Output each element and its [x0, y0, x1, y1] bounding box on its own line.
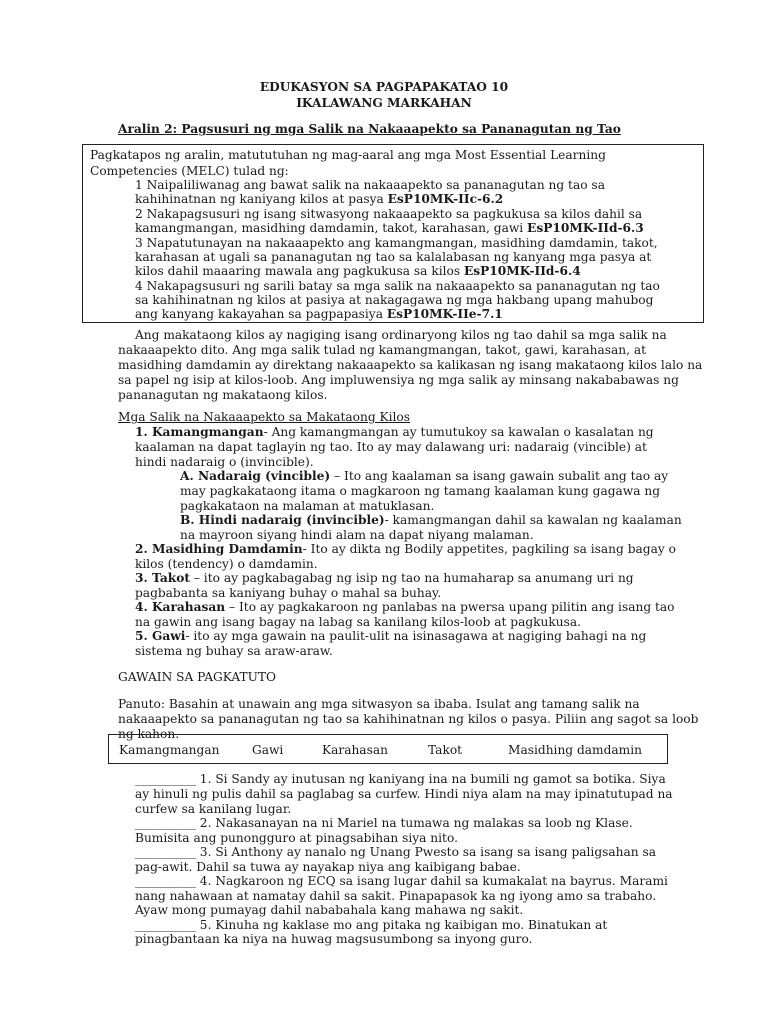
intro-paragraph-line: Ang makataong kilos ay nagiging isang ordinaryong kilos ng tao dahil sa mga salik na — [135, 328, 667, 342]
choices-box — [108, 734, 668, 764]
intro-paragraph-line: pananagutan ng makataong kilos. — [118, 388, 328, 402]
melc-item-2: 2 Nakapagsusuri ng isang sitwasyong nakaaapekto sa pagkukusa sa kilos dahil sa — [135, 207, 643, 221]
instruction-line: Panuto: Basahin at unawain ang mga sitwasyon sa ibaba. Isulat ang tamang salik na — [118, 697, 640, 711]
factor-5: 5. Gawi- ito ay mga gawain na paulit-ulit na isinasagawa at nagiging bahagi na ng — [135, 629, 647, 643]
intro-paragraph-line: nakaaapekto dito. Ang mga salik tulad ng kamangmangan, takot, gawi, karahasan, at — [118, 343, 647, 357]
activity-item-1: curfew sa kanilang lugar. — [135, 802, 292, 816]
melc-code-3: EsP10MK-IId-6.4 — [463, 264, 581, 278]
instruction-line: nakaaapekto sa pananagutan ng tao sa kahihinatnan ng kilos o pasya. Piliin ang sagot sa loob — [118, 712, 699, 726]
melc-item-1: 1 Naipaliliwanag ang bawat salik na nakaaapekto sa pananagutan ng tao sa — [135, 178, 605, 192]
activity-item-4: __________ 4. Nagkaroon ng ECQ sa isang lugar dahil sa kumakalat na bayrus. Marami — [135, 874, 668, 888]
activity-item-2: Bumisita ang punongguro at pinagsabihan siya nito. — [135, 831, 458, 845]
factor-3: 3. Takot – ito ay pagkabagabag ng isip ng tao na humaharap sa anumang uri ng — [135, 571, 634, 585]
melc-item-2: kamangmangan, masidhing damdamin, takot, karahasan, gawi EsP10MK-IId-6.3 — [135, 221, 644, 235]
melc-code-4: EsP10MK-IIe-7.1 — [386, 307, 503, 321]
melc-code-2: EsP10MK-IId-6.3 — [527, 221, 644, 235]
lesson-title: Aralin 2: Pagsusuri ng mga Salik na Nakaaapekto sa Pananagutan ng Tao — [118, 122, 621, 136]
melc-item-4: sa kahihinatnan ng kilos at pasiya at nakagagawa ng mga hakbang upang mahubog — [135, 293, 654, 307]
factor-1b: B. Hindi nadaraig (invincible)- kamangmangan dahil sa kawalan ng kaalaman — [180, 513, 682, 527]
factor-4: 4. Karahasan – Ito ay pagkakaroon ng panlabas na pwersa upang pilitin ang isang tao — [135, 600, 675, 614]
choice-karahasan: Karahasan — [322, 743, 388, 757]
choice-masidhing-damdamin: Masidhing damdamin — [508, 743, 642, 757]
melc-item-3: 3 Napatutunayan na nakaaapekto ang kamangmangan, masidhing damdamin, takot, — [135, 236, 658, 250]
factor-1: 1. Kamangmangan- Ang kamangmangan ay tumutukoy sa kawalan o kasalatan ng — [135, 425, 654, 439]
factor-5: sistema ng buhay sa araw-araw. — [135, 644, 333, 658]
factor-1: kaalaman na dapat taglayin ng tao. Ito ay may dalawang uri: nadaraig (vincible) at — [135, 440, 647, 454]
activity-item-3: __________ 3. Si Anthony ay nanalo ng Unang Pwesto sa isang sa isang paligsahan sa — [135, 845, 657, 859]
melc-intro-line: Competencies (MELC) tulad ng: — [90, 164, 289, 178]
factor-1b: na mayroon siyang hindi alam na dapat niyang malaman. — [180, 528, 534, 542]
activity-item-1: __________ 1. Si Sandy ay inutusan ng kaniyang ina na bumili ng gamot sa botika. Siya — [135, 772, 666, 786]
melc-item-1: kahihinatnan ng kaniyang kilos at pasya EsP10MK-IIc-6.2 — [135, 192, 504, 206]
activity-item-4: nang nahawaan at namatay dahil sa sakit. Pinapapasok ka ng iyong amo sa trabaho. — [135, 889, 657, 903]
melc-item-3: karahasan at ugali sa pananagutan ng tao sa kalalabasan ng kanyang mga pasya at — [135, 250, 652, 264]
document-subtitle: IKALAWANG MARKAHAN — [296, 96, 472, 110]
melc-intro-line: Pagkatapos ng aralin, matututuhan ng mag-aaral ang mga Most Essential Learning — [90, 148, 606, 162]
intro-paragraph-line: sa papel ng isip at kilos-loob. Ang impluwensiya ng mga salik ay minsang nakababawas ng — [118, 373, 679, 387]
factor-1a: pagkakataon na malaman at matuklasan. — [180, 499, 435, 513]
activity-item-4: Ayaw mong pumayag dahil nababahala kang mahawa ng sakit. — [135, 903, 524, 917]
factor-4: na gawin ang isang bagay na labag sa kanilang kilos-loob at pagkukusa. — [135, 615, 582, 629]
factor-2: 2. Masidhing Damdamin- Ito ay dikta ng Bodily appetites, pagkiling sa isang bagay o — [135, 542, 676, 556]
activity-item-5: __________ 5. Kinuha ng kaklase mo ang pitaka ng kaibigan mo. Binatukan at — [135, 918, 608, 932]
factor-1: hindi nadaraig o (invincible). — [135, 455, 314, 469]
choice-takot: Takot — [428, 743, 463, 757]
melc-code-1: EsP10MK-IIc-6.2 — [387, 192, 504, 206]
activity-item-1: ay hinuli ng pulis dahil sa paglabag sa curfew. Hindi niya alam na may ipinatutupad na — [135, 787, 673, 801]
factor-1a: may pagkakataong itama o magkaroon ng tamang kaalaman kung gagawa ng — [180, 484, 661, 498]
melc-item-4: 4 Nakapagsusuri ng sarili batay sa mga salik na nakaaapekto sa pananagutan ng tao — [135, 279, 660, 293]
choice-gawi: Gawi — [252, 743, 284, 757]
factor-2: kilos (tendency) o damdamin. — [135, 557, 318, 571]
activity-item-2: __________ 2. Nakasanayan na ni Mariel na tumawa ng malakas sa loob ng Klase. — [135, 816, 633, 830]
factors-heading: Mga Salik na Nakaaapekto sa Makataong Kilos — [118, 410, 411, 424]
melc-item-3: kilos dahil maaaring mawala ang pagkukusa sa kilos EsP10MK-IId-6.4 — [135, 264, 581, 278]
document-title: EDUKASYON SA PAGPAPAKATAO 10 — [259, 80, 509, 94]
intro-paragraph-line: masidhing damdamin ay direktang nakaaapekto sa kalikasan ng isang makataong kilos lalo na — [118, 358, 703, 372]
melc-item-4: ang kanyang kakayahan sa pagpapasiya EsP10MK-IIe-7.1 — [135, 307, 503, 321]
factor-3: pagbabanta sa kaniyang buhay o mahal sa buhay. — [135, 586, 442, 600]
instruction-line: ng kahon. — [118, 727, 180, 741]
activity-item-5: pinagbantaan ka niya na huwag magsusumbong sa inyong guro. — [135, 932, 533, 946]
factor-1a: A. Nadaraig (vincible) – Ito ang kaalaman sa isang gawain subalit ang tao ay — [180, 469, 669, 483]
choice-kamangmangan: Kamangmangan — [119, 743, 220, 757]
activity-item-3: pag-awit. Dahil sa tuwa ay nayakap niya ang kaibigang babae. — [135, 860, 521, 874]
activity-heading: GAWAIN SA PAGKATUTO — [118, 670, 277, 684]
